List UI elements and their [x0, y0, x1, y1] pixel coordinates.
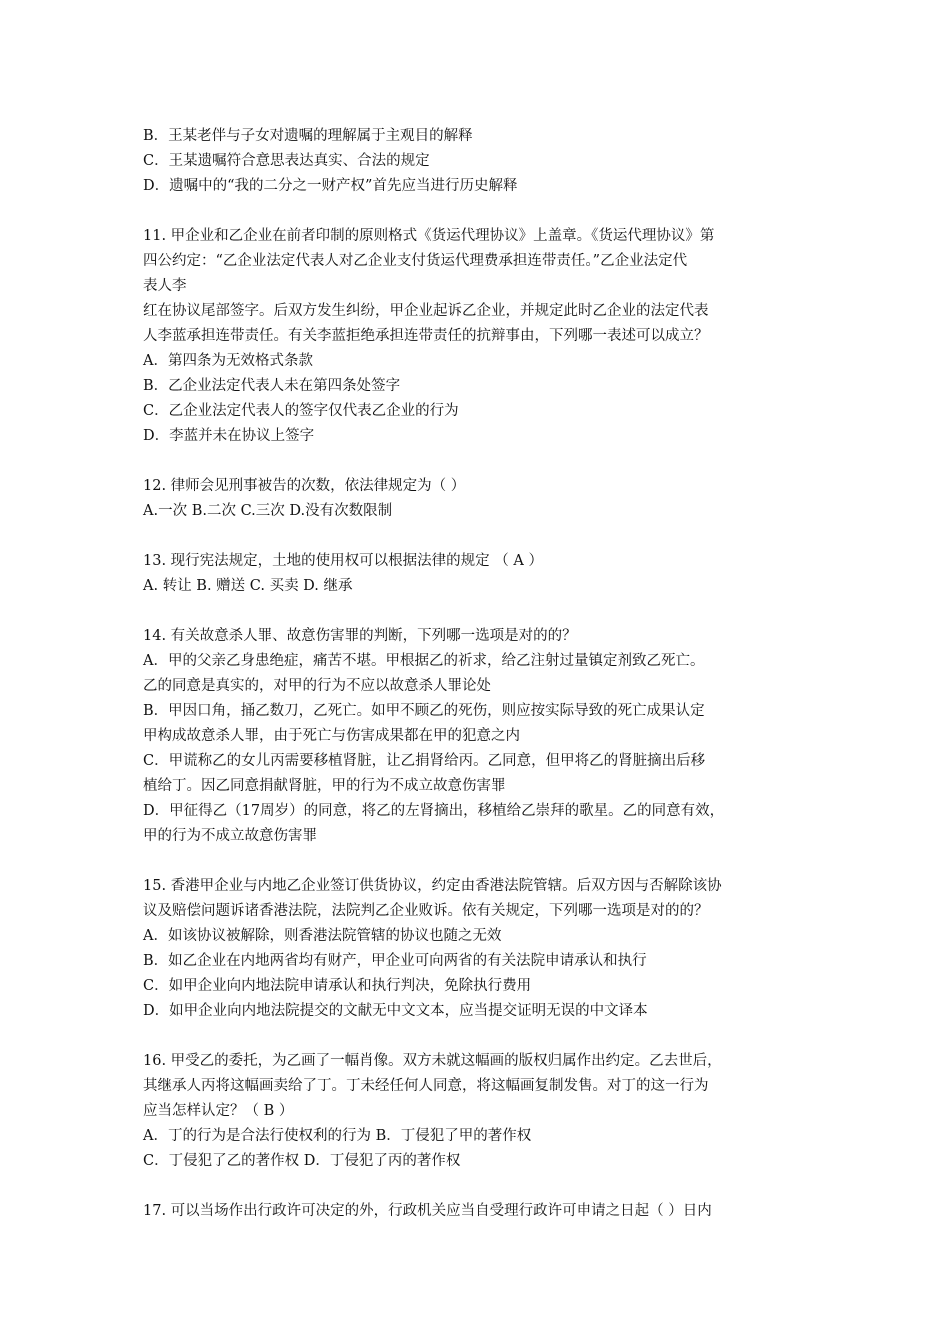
question-text: 四公约定：“乙企业法定代表人对乙企业支付货运代理费承担连带责任。”乙企业法定代: [143, 253, 688, 269]
option-a: A．甲的父亲乙身患绝症，痛苦不堪。甲根据乙的祈求，给乙注射过量镇定剂致乙死亡。: [143, 653, 705, 669]
option-d: D．如甲企业向内地法院提交的文献无中文文本，应当提交证明无误的中文译本: [143, 1003, 648, 1019]
option-b: B．乙企业法定代表人未在第四条处签字: [143, 378, 401, 394]
option-b: B．王某老伴与子女对遗嘱的理解属于主观目的解释: [143, 128, 473, 144]
question-text: 表人李: [143, 278, 187, 294]
paragraph-gap: [143, 524, 823, 549]
option-c: C．王某遗嘱符合意思表达真实、合法的规定: [143, 153, 430, 169]
question-10-options: [143, 124, 823, 199]
question-text: 议及赔偿问题诉诸香港法院，法院判乙企业败诉。依有关规定，下列哪一选项是对的的？: [143, 903, 709, 919]
question-text: 17. 可以当场作出行政许可决定的外，行政机关应当自受理行政许可申请之日起（ ）日内: [143, 1203, 712, 1219]
question-text: 16. 甲受乙的委托，为乙画了一幅肖像。双方未就这幅画的版权归属作出约定。乙去世后，: [143, 1053, 722, 1069]
option-d: D．李蓝并未在协议上签字: [143, 428, 315, 444]
question-text: 红在协议尾部签字。后双方发生纠纷，甲企业起诉乙企业，并规定此时乙企业的法定代表: [143, 303, 709, 319]
question-16: [143, 1049, 823, 1174]
paragraph-gap: [143, 599, 823, 624]
paragraph-gap: [143, 1024, 823, 1049]
question-12: [143, 474, 823, 524]
option-b: B．甲因口角，捅乙数刀，乙死亡。如甲不顾乙的死伤，则应按实际导致的死亡成果认定: [143, 703, 705, 719]
option-b-cont: 甲构成故意杀人罪，由于死亡与伤害成果都在甲的犯意之内: [143, 728, 520, 744]
question-text: 12. 律师会见刑事被告的次数，依法律规定为（ ）: [143, 478, 466, 494]
question-text: 人李蓝承担连带责任。有关李蓝拒绝承担连带责任的抗辩事由，下列哪一表述可以成立？: [143, 328, 709, 344]
question-text: 13. 现行宪法规定，土地的使用权可以根据法律的规定 （ A ）: [143, 553, 543, 569]
question-text: 14. 有关故意杀人罪、故意伤害罪的判断，下列哪一选项是对的的？: [143, 628, 577, 644]
question-text: 其继承人丙将这幅画卖给了丁。丁未经任何人同意，将这幅画复制发售。对丁的这一行为: [143, 1078, 709, 1094]
options-line: C．丁侵犯了乙的著作权 D．丁侵犯了丙的著作权: [143, 1153, 461, 1169]
paragraph-gap: [143, 1174, 823, 1199]
question-17: [143, 1199, 823, 1224]
option-a: A．如该协议被解除，则香港法院管辖的协议也随之无效: [143, 928, 502, 944]
option-a: A．第四条为无效格式条款: [143, 353, 313, 369]
options-line: A. 转让 B. 赠送 C. 买卖 D. 继承: [143, 578, 353, 594]
option-c: C．乙企业法定代表人的签字仅代表乙企业的行为: [143, 403, 459, 419]
option-d-cont: 甲的行为不成立故意伤害罪: [143, 828, 317, 844]
question-text: 应当怎样认定？（ B ）: [143, 1103, 294, 1119]
paragraph-gap: [143, 199, 823, 224]
option-c-cont: 植给丁。因乙同意捐献肾脏，甲的行为不成立故意伤害罪: [143, 778, 506, 794]
option-d: D．遗嘱中的“我的二分之一财产权”首先应当进行历史解释: [143, 178, 518, 194]
options-line: A．丁的行为是合法行使权利的行为 B．丁侵犯了甲的著作权: [143, 1128, 532, 1144]
document-body: [143, 124, 823, 1224]
question-13: [143, 549, 823, 599]
option-c: C．甲谎称乙的女儿丙需要移植肾脏，让乙捐肾给丙。乙同意，但甲将乙的肾脏摘出后移: [143, 753, 706, 769]
option-d: D．甲征得乙（17周岁）的同意，将乙的左肾摘出，移植给乙崇拜的歌星。乙的同意有效，: [143, 803, 725, 819]
options-line: A.一次 B.二次 C.三次 D.没有次数限制: [143, 503, 393, 519]
option-a-cont: 乙的同意是真实的，对甲的行为不应以故意杀人罪论处: [143, 678, 491, 694]
option-c: C．如甲企业向内地法院申请承认和执行判决，免除执行费用: [143, 978, 532, 994]
question-11: [143, 224, 823, 449]
option-b: B．如乙企业在内地两省均有财产，甲企业可向两省的有关法院申请承认和执行: [143, 953, 647, 969]
question-14: [143, 624, 823, 849]
question-text: 11. 甲企业和乙企业在前者印制的原则格式《货运代理协议》上盖章。《货运代理协议》第: [143, 228, 715, 244]
paragraph-gap: [143, 849, 823, 874]
question-15: [143, 874, 823, 1024]
paragraph-gap: [143, 449, 823, 474]
question-text: 15. 香港甲企业与内地乙企业签订供货协议，约定由香港法院管辖。后双方因与否解除该协: [143, 878, 722, 894]
